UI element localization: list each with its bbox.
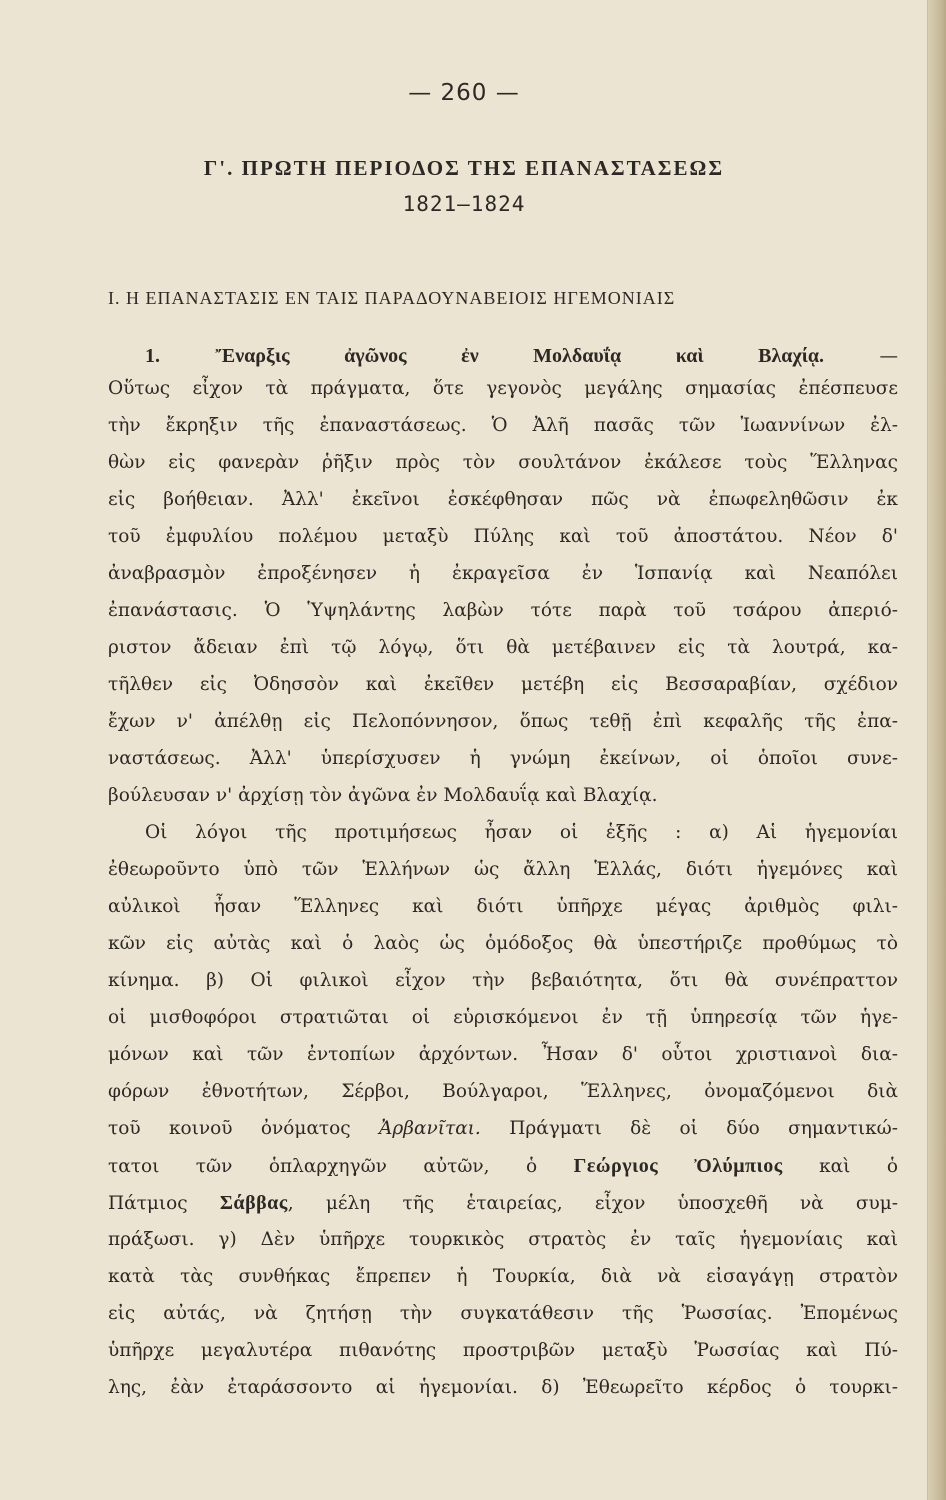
text-line: τοῦ ἐμφυλίου πολέμου μεταξὺ Πύλης καὶ τοῦ ἀποστάτου. Νέον δ'	[108, 526, 898, 547]
text-fragment: Πάτμιος	[108, 1193, 188, 1214]
emphasis-arvanites: Ἀρβανῖται.	[379, 1118, 481, 1139]
text-line-mixed	[108, 1188, 898, 1219]
text-line: ἔχων ν' ἀπέλθῃ εἰς Πελοπόννησον, ὅπως τεθῇ ἐπὶ κεφαλῆς τῆς ἐπα-	[108, 711, 898, 732]
text-line: φόρων ἐθνοτήτων, Σέρβοι, Βούλγαροι, Ἕλληνες, ὀνομαζόμενοι διὰ	[108, 1081, 898, 1102]
text-line: ριστον ἄδειαν ἐπὶ τῷ λόγῳ, ὅτι θὰ μετέβαινεν εἰς τὰ λουτρά, κα-	[108, 637, 898, 658]
text-line: πράξωσι. γ) Δὲν ὑπῆρχε τουρκικὸς στρατὸς ἐν ταῖς ἡγεμονίαις καὶ	[108, 1229, 898, 1250]
text-line: αὐλικοὶ ἦσαν Ἕλληνες καὶ διότι ὑπῆρχε μέγας ἀριθμὸς φιλι-	[108, 896, 898, 917]
text-line: Οἱ λόγοι τῆς προτιμήσεως ἦσαν οἱ ἑξῆς : α) Αἱ ἡγεμονίαι	[145, 822, 898, 843]
page-number: — 260 —	[408, 80, 520, 106]
text-line: οἱ μισθοφόροι στρατιῶται οἱ εὑρισκόμενοι ἐν τῇ ὑπηρεσίᾳ τῶν ἡγε-	[108, 1007, 898, 1028]
text-line: τῆλθεν εἰς Ὀδησσὸν καὶ ἐκεῖθεν μετέβη εἰς Βεσσαραβίαν, σχέδιον	[108, 674, 898, 695]
text-line: ὑπῆρχε μεγαλυτέρα πιθανότης προστριβῶν μεταξὺ Ῥωσσίας καὶ Πύ-	[108, 1340, 898, 1361]
text-fragment: , μέλη τῆς ἑταιρείας, εἶχον ὑποσχεθῆ νὰ συμ-	[287, 1193, 898, 1214]
text-fragment: τοῦ κοινοῦ ὀνόματος	[108, 1118, 351, 1139]
section-title: Γ'. ΠΡΩΤΗ ΠΕΡΙΟΔΟΣ ΤΗΣ ΕΠΑΝΑΣΤΑΣΕΩΣ	[203, 156, 725, 180]
text-line: ἀναβρασμὸν ἐπροξένησεν ἡ ἐκραγεῖσα ἐν Ἱσπανίᾳ καὶ Νεαπόλει	[108, 563, 898, 584]
text-fragment: καὶ ὁ	[819, 1156, 899, 1177]
text-line: εἰς αὐτάς, νὰ ζητήσῃ τὴν συγκατάθεσιν τῆς Ῥωσσίας. Ἐπομένως	[108, 1303, 898, 1324]
text-line: κίνημα. β) Οἱ φιλικοὶ εἶχον τὴν βεβαιότητα, ὅτι θὰ συνέπραττον	[108, 970, 898, 991]
text-line: ἐπανάστασις. Ὁ Ὑψηλάντης λαβὼν τότε παρὰ τοῦ τσάρου ἀπεριό-	[108, 600, 898, 621]
text-line: λης, ἐὰν ἐταράσσοντο αἱ ἡγεμονίαι. δ) Ἐθεωρεῖτο κέρδος ὁ τουρκι-	[108, 1377, 898, 1398]
text-line: ναστάσεως. Ἀλλ' ὑπερίσχυσεν ἡ γνώμη ἐκείνων, οἱ ὁποῖοι συνε-	[108, 748, 898, 769]
text-fragment: τατοι τῶν ὁπλαρχηγῶν αὐτῶν, ὁ	[108, 1156, 538, 1177]
text-line: Οὕτως εἶχον τὰ πράγματα, ὅτε γεγονὸς μεγάλης σημασίας ἐπέσπευσε	[108, 378, 898, 399]
text-line: μόνων καὶ τῶν ἐντοπίων ἀρχόντων. Ἦσαν δ' οὗτοι χριστιανοὶ δια-	[108, 1044, 898, 1065]
emphasis-savvas: Σάββας	[219, 1192, 288, 1214]
text-line-mixed	[108, 1114, 898, 1144]
text-line-mixed	[108, 1151, 898, 1182]
text-line: βούλευσαν ν' ἀρχίσῃ τὸν ἀγῶνα ἐν Μολδαυΐᾳ καὶ Βλαχίᾳ.	[108, 785, 658, 806]
text-line: εἰς βοήθειαν. Ἀλλ' ἐκεῖνοι ἐσκέφθησαν πῶς νὰ ἐπωφεληθῶσιν ἐκ	[108, 489, 898, 510]
text-fragment: Πράγματι δὲ οἱ δύο σημαντικώ-	[509, 1118, 898, 1139]
text-line: θὼν εἰς φανερὰν ῥῆξιν πρὸς τὸν σουλτάνον ἐκάλεσε τοὺς Ἕλληνας	[108, 452, 898, 473]
text-line: κατὰ τὰς συνθήκας ἔπρεπεν ἡ Τουρκία, διὰ νὰ εἰσαγάγῃ στρατὸν	[108, 1266, 898, 1287]
text-line: κῶν εἰς αὐτὰς καὶ ὁ λαὸς ὡς ὁμόδοξος θὰ ὑπεστήριζε προθύμως τὸ	[108, 933, 898, 954]
subsection-heading	[145, 341, 898, 372]
subsection-dash: —	[879, 346, 898, 367]
text-line: τὴν ἔκρηξιν τῆς ἐπαναστάσεως. Ὁ Ἀλῆ πασᾶς τῶν Ἰωαννίνων ἐλ-	[108, 415, 898, 436]
emphasis-olympios: Γεώργιος Ὀλύμπιος	[573, 1155, 783, 1177]
text-line: ἐθεωροῦντο ὑπὸ τῶν Ἑλλήνων ὡς ἄλλη Ἑλλάς, διότι ἡγεμόνες καὶ	[108, 859, 898, 880]
section-years: 1821–1824	[402, 192, 526, 216]
subsection-number: 1.	[145, 345, 160, 367]
subsection-title: Ἔναρξις ἀγῶνος ἐν Μολδαυΐᾳ καὶ Βλαχίᾳ.	[215, 345, 825, 367]
chapter-title: I. Η ΕΠΑΝΑΣΤΑΣΙΣ ΕΝ ΤΑΙΣ ΠΑΡΑΔΟΥΝΑΒΕΙΟΙΣ ΗΓΕΜΟΝΙΑΙΣ	[108, 288, 676, 308]
book-spine-edge	[927, 0, 946, 1500]
